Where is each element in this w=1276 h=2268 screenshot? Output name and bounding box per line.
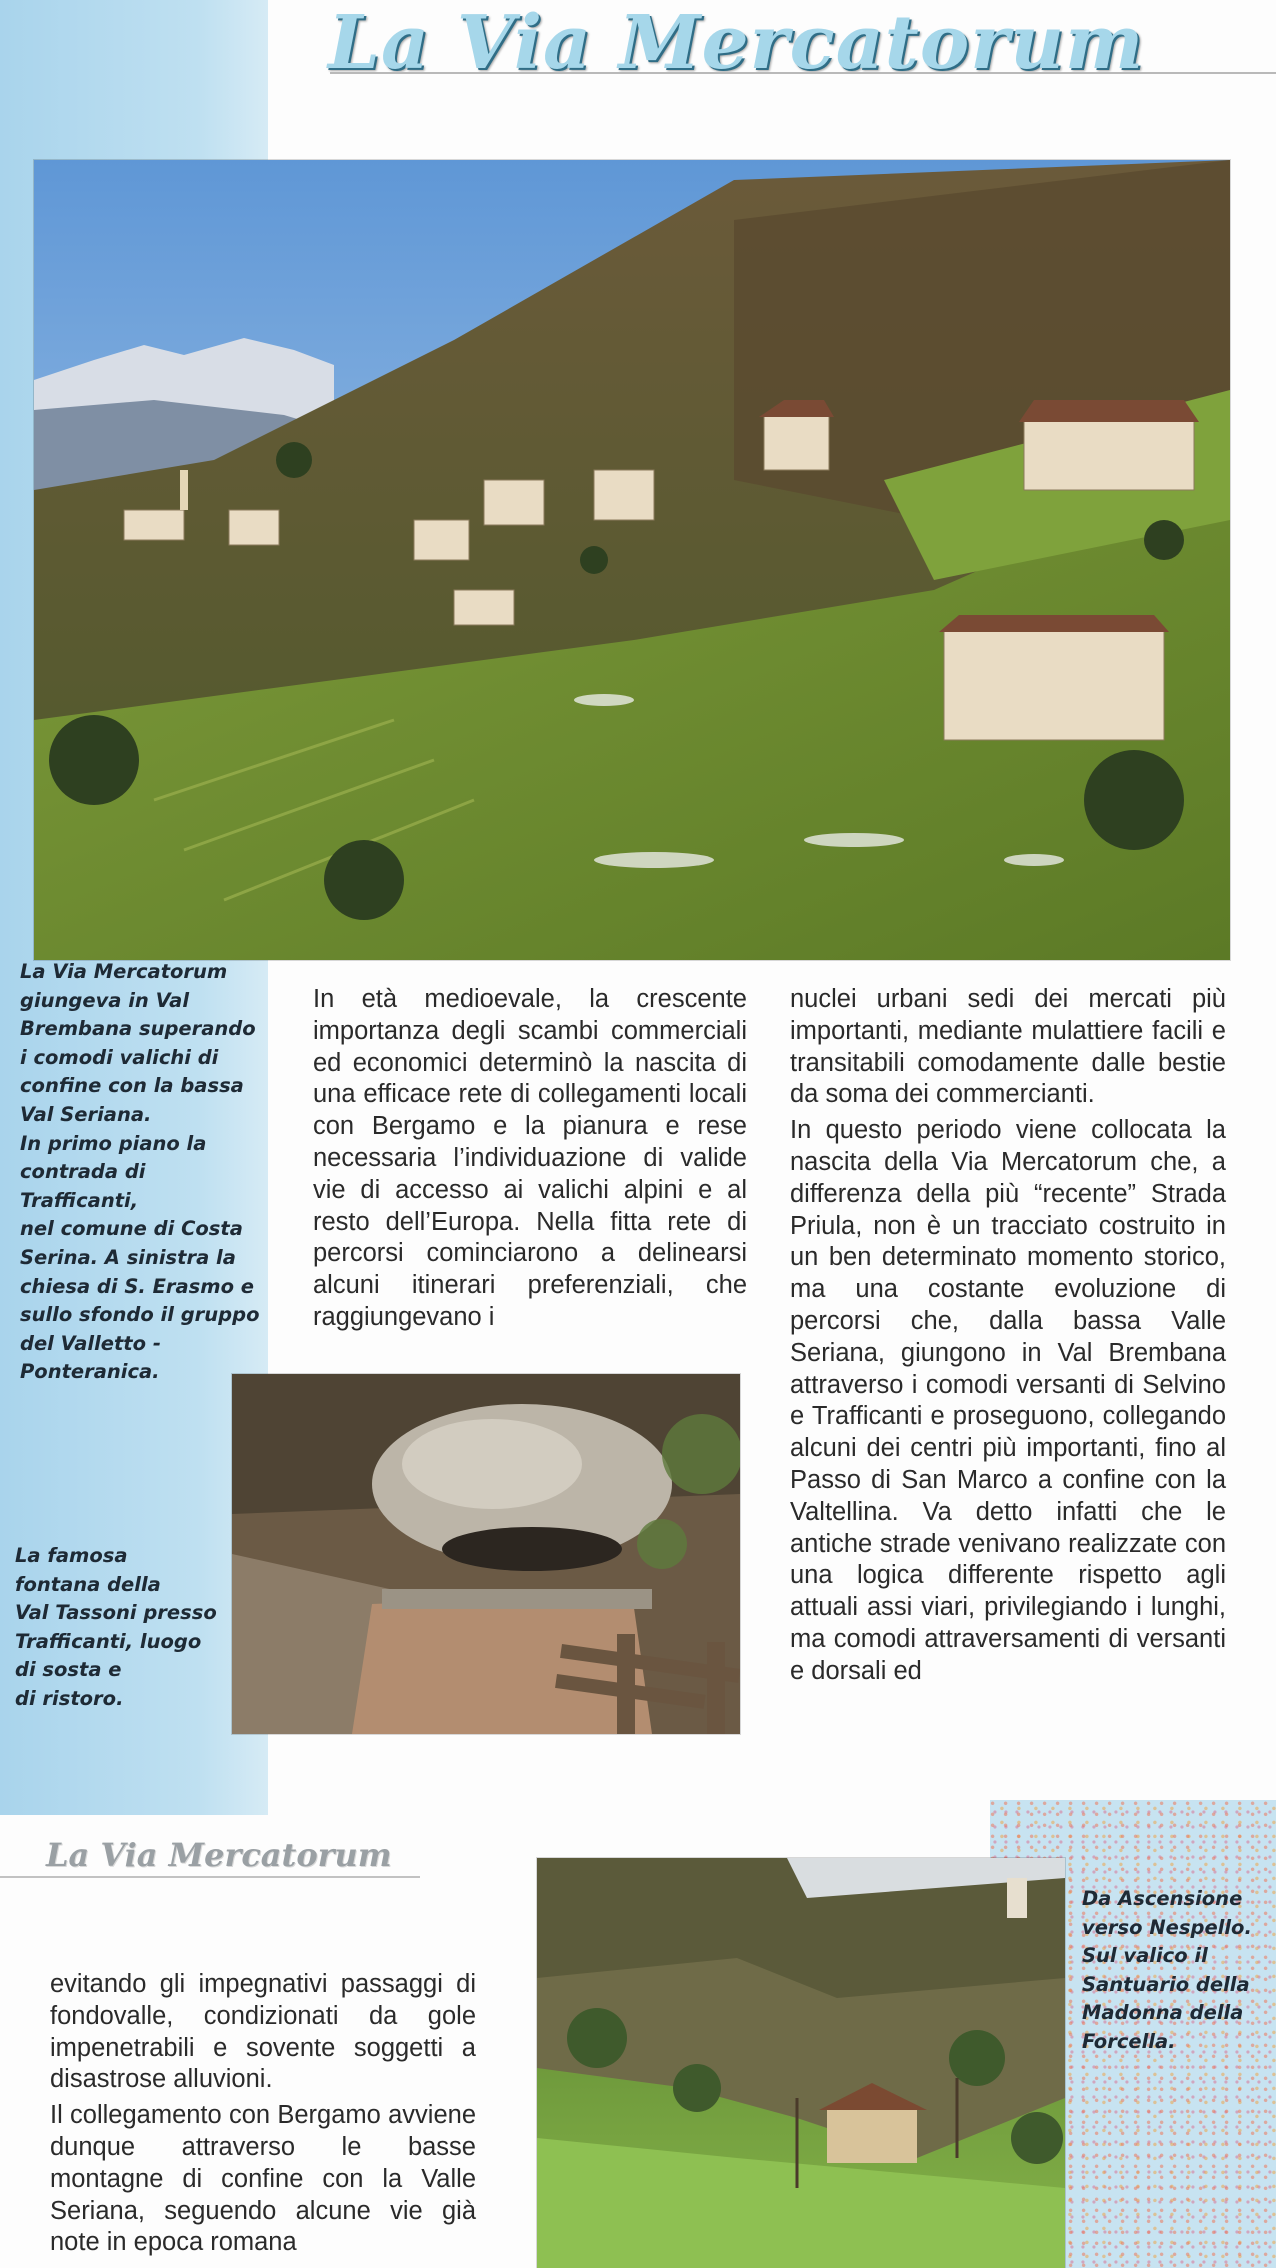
page-title: La Via Mercatorum <box>328 0 1145 86</box>
article-column-1 <box>313 984 747 1338</box>
valley-photo-caption: Da Ascensione verso Nespello. Sul valico il Santuario della Madonna della Forcella. <box>1082 1887 1252 2053</box>
section-title-rule <box>0 1876 420 1878</box>
section-title: La Via Mercatorum <box>46 1836 392 1874</box>
fountain-photo <box>232 1374 740 1734</box>
valley-photo-nespello <box>537 1858 1065 2268</box>
title-rule <box>330 72 1276 74</box>
article-column-2 <box>790 984 1226 1692</box>
main-photo-trafficanti <box>34 160 1230 960</box>
article-paragraph: evitando gli impegnativi passaggi di fondovalle, condizionati da gole impenetrabili e sovente soggetti a disastrose alluvioni. <box>50 1970 476 2094</box>
article-paragraph: In età medioevale, la crescente importanza degli scambi commerciali ed economici determinò la nascita di una efficace rete di collegamenti locali con Bergamo e la pianura e rese necessaria l’individuazione di valide vie di accesso ai valichi alpini e al resto dell’Europa. Nella fitta rete di percorsi cominciarono a delinearsi alcuni itinerari preferenziali, che raggiungevano i <box>313 985 747 1331</box>
article-paragraph: In questo periodo viene collocata la nascita della Via Mercatorum che, a differenza della più “recente” Strada Priula, non è un tracciato costruito in un ben determinato momento storico, ma una costante evoluzione di percorsi che, dalla bassa Valle Seriana, giungono in Val Brembana attraverso i comodi versanti di Selvino e Trafficanti e proseguono, collegando alcuni dei centri più importanti, fino al Passo di San Marco a confine con la Valtellina. Va detto infatti che le antiche strade venivano realizzate con una logica differente rispetto agli attuali assi viari, privilegiando i lunghi, ma comodi attraversamenti di versanti e dorsali ed <box>790 1116 1226 1685</box>
article-column-3 <box>50 1969 476 2263</box>
fountain-photo-caption: La famosa fontana della Val Tassoni presso Trafficanti, luogo di sosta e di ristoro. <box>15 1544 217 1710</box>
article-paragraph: Il collegamento con Bergamo avviene dunque attraverso le basse montagne di confine con la Valle Seriana, seguendo alcune vie già note in epoca romana <box>50 2101 476 2257</box>
main-photo-caption: La Via Mercatorum giungeva in Val Brembana superando i comodi valichi di confine con la bassa Val Seriana. In primo piano la contrada di Trafficanti, nel comune di Costa Serina. A sinistra la chiesa di S. Erasmo e sullo sfondo il gruppo del Valletto - Ponteranica. <box>20 960 260 1384</box>
article-paragraph: nuclei urbani sedi dei mercati più importanti, mediante mulattiere facili e transitabili comodamente dalle bestie da soma dei commercianti. <box>790 985 1226 1109</box>
